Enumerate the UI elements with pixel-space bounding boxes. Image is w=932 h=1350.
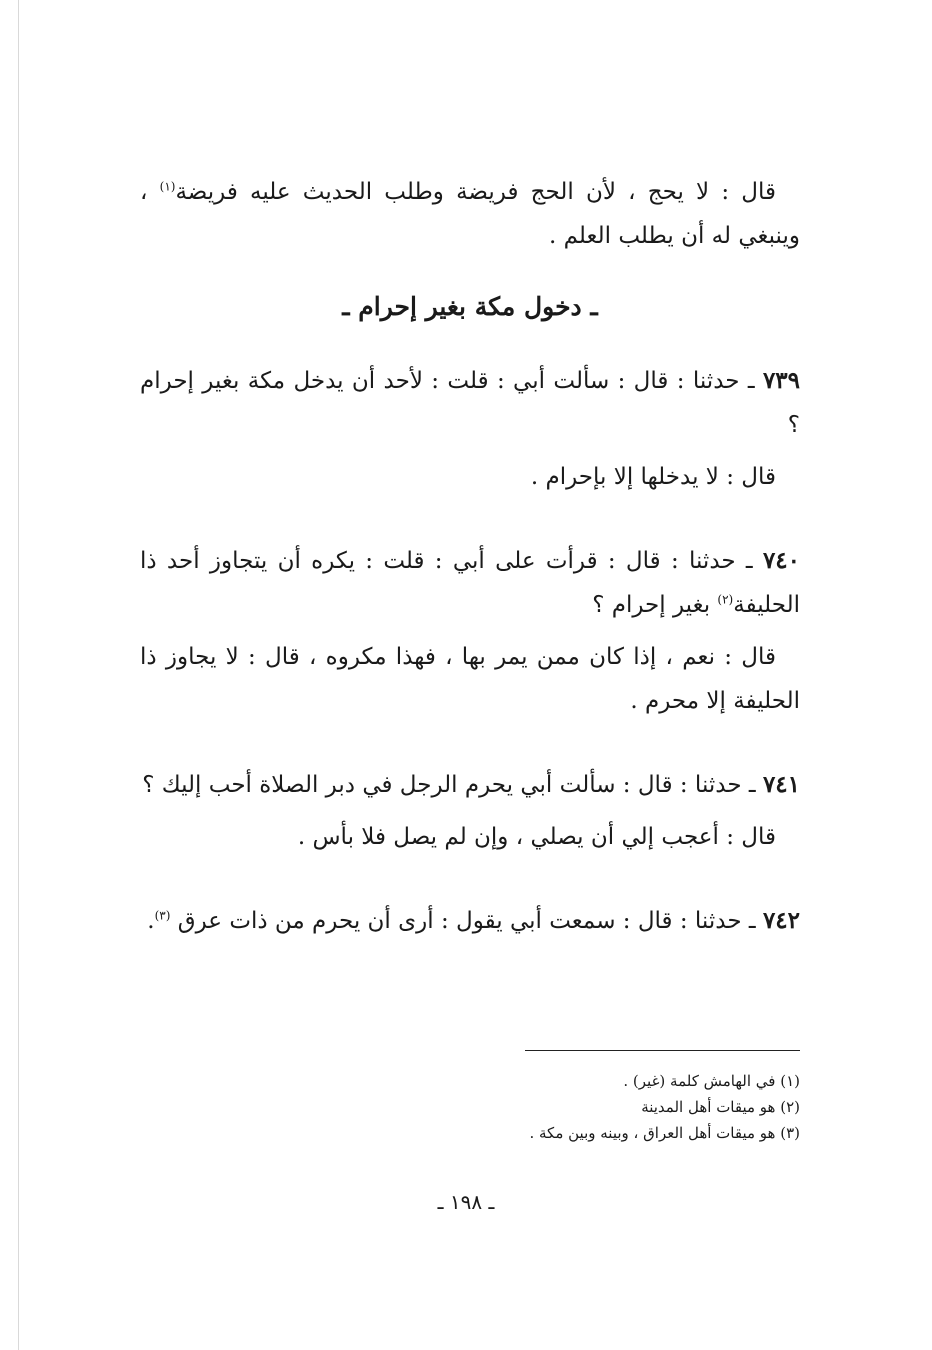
footnotes bbox=[140, 1068, 800, 1146]
footnote-ref-2[interactable]: (٢) bbox=[717, 592, 734, 607]
question-text-a: ـ حدثنا : قال : قرأت على أبي : قلت : يكره أن يتجاوز أحد ذا الحليفة bbox=[140, 548, 800, 618]
entry-number: ٧٤١ bbox=[762, 771, 800, 798]
question-text: ـ حدثنا : قال : سألت أبي : قلت : لأحد أن يدخل مكة بغير إحرام ؟ bbox=[140, 368, 800, 438]
footnote-ref-1[interactable]: (١) bbox=[159, 179, 176, 194]
intro-line-2: وينبغي له أن يطلب العلم . bbox=[548, 223, 800, 249]
entry-question bbox=[140, 359, 800, 447]
intro-line-1-end: ، bbox=[140, 179, 160, 205]
entry-answer: قال : أعجب إلي أن يصلي ، وإن لم يصل فلا بأس . bbox=[297, 824, 776, 850]
entry-740 bbox=[140, 539, 800, 723]
entry-answer: قال : نعم ، إذا كان ممن يمر بها ، فهذا مكروه ، قال : لا يجاوز ذا الحليفة إلا محرم . bbox=[140, 644, 800, 714]
intro-paragraph bbox=[140, 170, 800, 258]
question-text: ـ حدثنا : قال : سألت أبي يحرم الرجل في دبر الصلاة أحب إليك ؟ bbox=[142, 772, 763, 798]
entry-number: ٧٤٠ bbox=[762, 547, 800, 574]
entry-739 bbox=[140, 359, 800, 499]
footnote-1: (١) في الهامش كلمة (غير) . bbox=[623, 1072, 800, 1090]
main-text bbox=[140, 170, 800, 943]
entry-number: ٧٤٢ bbox=[762, 907, 800, 934]
question-text-b: بغير إحرام ؟ bbox=[592, 592, 718, 618]
question-text-a: ـ حدثنا : قال : سمعت أبي يقول : أرى أن يحرم من ذات عرق bbox=[170, 908, 763, 934]
entry-741 bbox=[140, 763, 800, 859]
footnote-3: (٣) هو ميقات أهل العراق ، وبينه وبين مكة . bbox=[529, 1124, 800, 1142]
page-edge-line bbox=[18, 0, 19, 1350]
page-number: ـ ١٩٨ ـ bbox=[437, 1190, 495, 1214]
intro-line-1: قال : لا يحج ، لأن الحج فريضة وطلب الحديث عليه فريضة bbox=[175, 179, 777, 205]
entry-answer: قال : لا يدخلها إلا بإحرام . bbox=[530, 464, 776, 490]
entry-question bbox=[140, 899, 800, 943]
entry-question bbox=[140, 539, 800, 627]
entry-number: ٧٣٩ bbox=[762, 367, 800, 394]
footnote-2: (٢) هو ميقات أهل المدينة bbox=[641, 1098, 800, 1116]
entry-question bbox=[140, 763, 800, 807]
entry-742 bbox=[140, 899, 800, 943]
footnote-separator bbox=[525, 1050, 800, 1051]
section-title: ـ دخول مكة بغير إحرام ـ bbox=[342, 292, 598, 321]
question-text-b: . bbox=[147, 908, 155, 934]
footnote-ref-3[interactable]: (٣) bbox=[154, 908, 171, 923]
